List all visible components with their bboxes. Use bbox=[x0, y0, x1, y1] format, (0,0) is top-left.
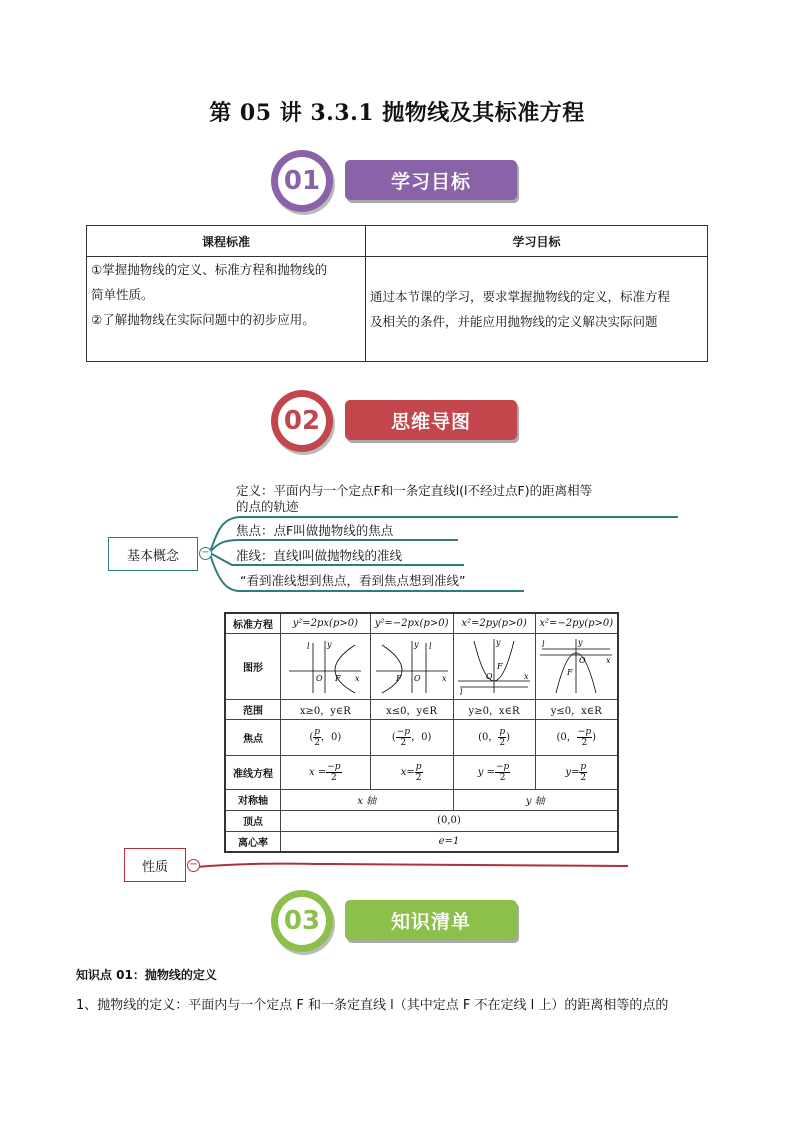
focus-label: F bbox=[567, 667, 573, 677]
parabola-right-graph bbox=[285, 635, 365, 695]
mindmap-node-basic-concepts[interactable]: 基本概念 bbox=[108, 537, 198, 571]
section-label: 思维导图 bbox=[345, 400, 517, 440]
mindmap-branch-definition-cont: 的点的轨迹 bbox=[236, 499, 299, 514]
equation-cell: y²=−2px(p>0) bbox=[370, 613, 453, 633]
focus-cell: (0， $\frac{-p}{2}$ ) bbox=[535, 719, 618, 755]
row-label: 标准方程 bbox=[225, 613, 280, 633]
equation-cell: y²=2px(p>0) bbox=[280, 613, 370, 633]
row-label: 准线方程 bbox=[225, 755, 280, 789]
axis-label-y: y bbox=[578, 637, 583, 647]
directrix-label: l bbox=[460, 687, 463, 695]
origin-label: O bbox=[413, 673, 421, 683]
range-cell: x≥0，y∈R bbox=[280, 699, 370, 719]
axis-label-y: y bbox=[413, 639, 419, 649]
row-label: 范围 bbox=[225, 699, 280, 719]
row-label: 离心率 bbox=[225, 831, 280, 852]
section-number: 03 bbox=[283, 906, 321, 936]
vertex-cell: (0,0) bbox=[280, 810, 618, 831]
goals-standard-cell: ①掌握抛物线的定义、标准方程和抛物线的 简单性质。 ②了解抛物线在实际问题中的初步应用。 bbox=[87, 257, 366, 362]
range-cell: y≥0，x∈R bbox=[453, 699, 535, 719]
origin-label: O bbox=[316, 673, 323, 683]
directrix-cell: x = $\frac{-p}{2}$ bbox=[280, 755, 370, 789]
axis-cell: x 轴 bbox=[280, 789, 453, 810]
axis-label-y: y bbox=[496, 637, 501, 647]
graph-cell bbox=[535, 633, 618, 699]
equation-cell: x²=2py(p>0) bbox=[453, 613, 535, 633]
section-label: 知识清单 bbox=[345, 900, 517, 940]
origin-label: O bbox=[579, 655, 586, 665]
section-number-circle bbox=[271, 890, 333, 952]
mindmap-branch-mnemonic: “看到准线想到焦点，看到焦点想到准线” bbox=[240, 573, 466, 588]
axis-label-x: x bbox=[524, 671, 529, 681]
parabola-up-graph bbox=[454, 635, 534, 695]
equation-cell: x²=−2py(p>0) bbox=[535, 613, 618, 633]
row-label: 焦点 bbox=[225, 719, 280, 755]
range-cell: x≤0，y∈R bbox=[370, 699, 453, 719]
goals-header-standard: 课程标准 bbox=[87, 226, 366, 257]
directrix-label: l bbox=[542, 639, 545, 649]
graph-cell bbox=[453, 633, 535, 699]
axis-label-x: x bbox=[606, 655, 611, 665]
mindmap-branch-focus: 焦点：点F叫做抛物线的焦点 bbox=[236, 523, 394, 538]
row-label: 对称轴 bbox=[225, 789, 280, 810]
focus-cell: (0， $\frac{p}{2}$ ) bbox=[453, 719, 535, 755]
section-label: 学习目标 bbox=[345, 160, 517, 200]
focus-label: F bbox=[335, 673, 341, 683]
origin-label: O bbox=[486, 671, 493, 681]
knowledge-point-body: 1、抛物线的定义：平面内与一个定点 F 和一条定直线 l（其中定点 F 不在定线 l 上）的距离相等的点的 bbox=[76, 998, 669, 1013]
focus-cell: ( $\frac{-p}{2}$ ，0) bbox=[370, 719, 453, 755]
directrix-cell: y = $\frac{-p}{2}$ bbox=[453, 755, 535, 789]
page-title: 第 05 讲 3.3.1 抛物线及其标准方程 bbox=[209, 100, 585, 126]
graph-cell bbox=[370, 633, 453, 699]
mindmap-branch-directrix: 准线：直线l叫做抛物线的准线 bbox=[236, 548, 402, 563]
axis-label-x: x bbox=[355, 673, 360, 683]
mindmap-node-properties[interactable]: 性质 bbox=[124, 848, 186, 882]
row-label: 图形 bbox=[225, 633, 280, 699]
axis-label-y: y bbox=[327, 639, 332, 649]
goals-objective-cell: 通过本节课的学习，要求掌握抛物线的定义，标准方程 及相关的条件，并能应用抛物线的定义解决实际问题 bbox=[366, 257, 708, 362]
axis-cell: y 轴 bbox=[453, 789, 618, 810]
collapse-icon[interactable]: − bbox=[187, 859, 200, 872]
graph-cell bbox=[280, 633, 370, 699]
parabola-properties-table bbox=[224, 612, 619, 853]
eccentricity-cell: e=1 bbox=[280, 831, 618, 852]
knowledge-point-heading: 知识点 01：抛物线的定义 bbox=[76, 968, 217, 982]
mindmap-branch-definition: 定义：平面内与一个定点F和一条定直线l(l不经过点F)的距离相等 bbox=[236, 483, 593, 498]
range-cell: y≤0，x∈R bbox=[535, 699, 618, 719]
focus-cell: ( $\frac{p}{2}$ ，0) bbox=[280, 719, 370, 755]
section-number: 02 bbox=[283, 406, 321, 436]
focus-label: F bbox=[497, 661, 503, 671]
directrix-cell: x= $\frac{p}{2}$ bbox=[370, 755, 453, 789]
parabola-left-graph bbox=[372, 635, 452, 695]
section-number: 01 bbox=[283, 166, 321, 196]
focus-label: F bbox=[395, 673, 402, 683]
collapse-icon[interactable]: − bbox=[199, 547, 212, 560]
directrix-label: l bbox=[307, 641, 310, 651]
axis-label-x: x bbox=[441, 673, 447, 683]
goals-header-objective: 学习目标 bbox=[366, 226, 708, 257]
parabola-down-graph bbox=[536, 635, 616, 695]
directrix-label: l bbox=[428, 641, 432, 651]
row-label: 顶点 bbox=[225, 810, 280, 831]
directrix-cell: y= $\frac{p}{2}$ bbox=[535, 755, 618, 789]
